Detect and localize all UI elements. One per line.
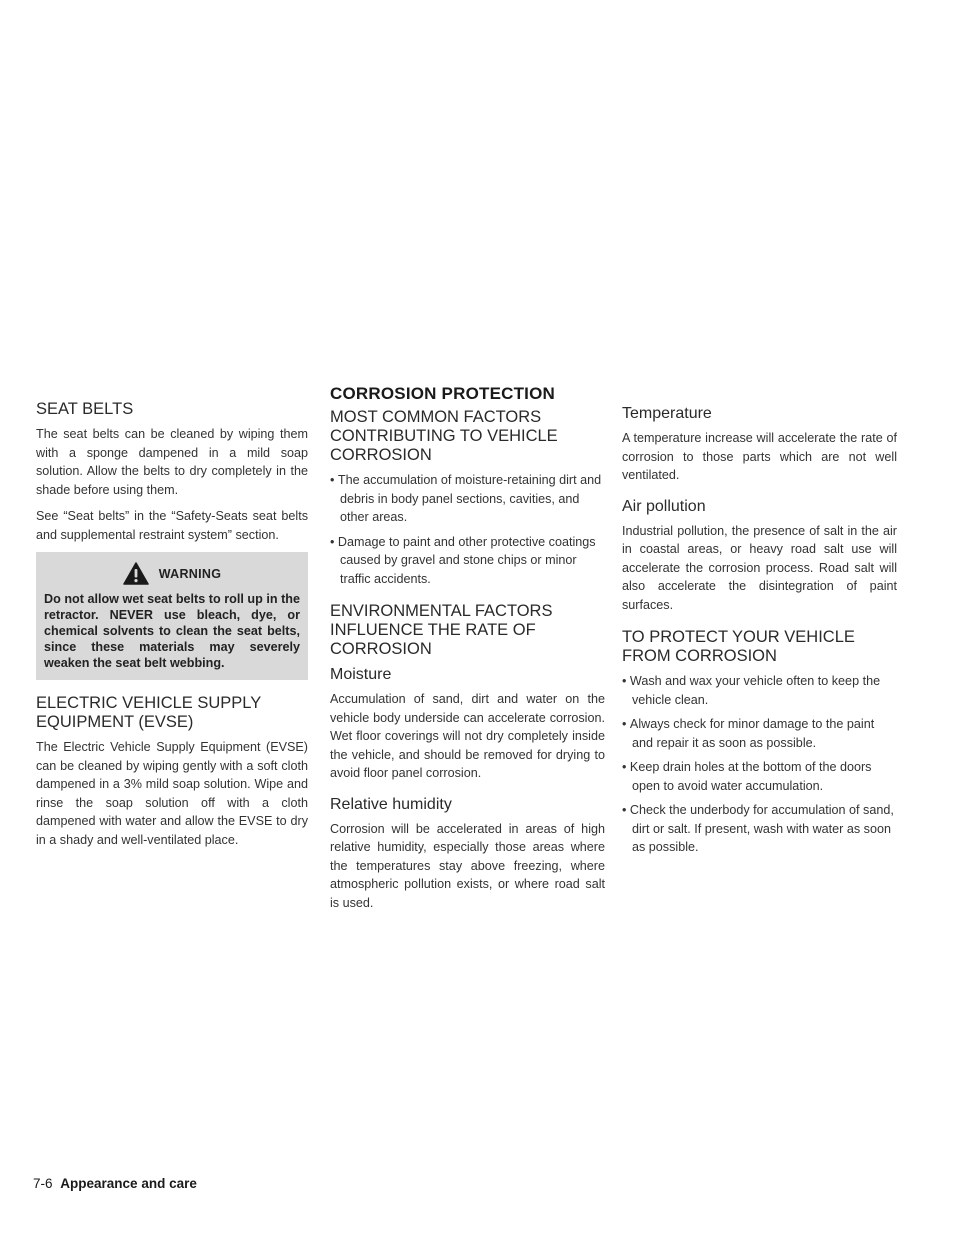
middle-column (330, 384, 605, 920)
air-pollution-paragraph: Industrial pollution, the presence of salt in the air in coastal areas, or heavy road salt use will accelerate the corrosion process. Road salt will also accelerate the disintegration of paint surfaces. (622, 523, 897, 612)
warning-triangle-icon (123, 562, 149, 585)
seat-belts-heading: SEAT BELTS (36, 400, 134, 418)
air-pollution-heading: Air pollution (622, 497, 706, 515)
list-item: • Damage to paint and other protective coatings caused by gravel and stone chips or minor traffic accidents. (330, 533, 605, 589)
page-footer (33, 1176, 197, 1191)
temperature-paragraph: A temperature increase will accelerate the rate of corrosion to those parts which are not well ventilated. (622, 431, 897, 482)
left-column (36, 400, 308, 857)
common-factors-list (330, 471, 605, 588)
section-title: CORROSION PROTECTION (330, 384, 556, 403)
common-factors-heading: MOST COMMON FACTORS CONTRIBUTING TO VEHICLE CORROSION (330, 408, 558, 464)
humidity-heading: Relative humidity (330, 795, 452, 813)
humidity-paragraph: Corrosion will be accelerated in areas of high relative humidity, especially those areas where the temperatures stay above freezing, where atmospheric pollution exists, or where road salt is used. (330, 821, 605, 910)
page-number: 7-6 (33, 1176, 53, 1191)
footer-section-name: Appearance and care (60, 1176, 197, 1191)
list-item: • Check the underbody for accumulation of sand, dirt or salt. If present, wash with water as soon as possible. (622, 801, 897, 857)
warning-label: WARNING (158, 566, 222, 581)
warning-header (44, 562, 300, 585)
evse-paragraph: The Electric Vehicle Supply Equipment (EVSE) can be cleaned by wiping gently with a soft cloth dampened in a 3% mild soap solution. Wipe and rinse the soap solution off with a cloth dampened with water and allow the EVSE to dry in a shady and well-ventilated place. (36, 740, 308, 847)
moisture-heading: Moisture (330, 666, 392, 683)
environmental-factors-heading: ENVIRONMENTAL FACTORS INFLUENCE THE RATE OF CORROSION (330, 602, 553, 658)
temperature-heading: Temperature (622, 405, 712, 422)
warning-text: Do not allow wet seat belts to roll up in the retractor. NEVER use bleach, dye, or chemical solvents to clean the seat belts, since these materials may severely weaken the seat belt webbing. (44, 592, 300, 670)
seat-belts-paragraph-2: See “Seat belts” in the “Safety-Seats seat belts and supplemental restraint system” section. (36, 509, 308, 542)
list-item: • Always check for minor damage to the paint and repair it as soon as possible. (622, 715, 897, 752)
list-item: • Wash and wax your vehicle often to keep the vehicle clean. (622, 672, 897, 709)
evse-heading: ELECTRIC VEHICLE SUPPLY EQUIPMENT (EVSE) (36, 694, 261, 731)
protect-list (622, 672, 897, 857)
list-item: • The accumulation of moisture-retaining dirt and debris in body panel sections, cavities, and other areas. (330, 471, 605, 527)
warning-box (36, 552, 308, 680)
protect-heading: TO PROTECT YOUR VEHICLE FROM CORROSION (622, 628, 855, 665)
right-column (622, 404, 897, 865)
seat-belts-paragraph-1: The seat belts can be cleaned by wiping them with a sponge dampened in a mild soap solution. Allow the belts to dry completely in the shade before using them. (36, 427, 308, 497)
list-item: • Keep drain holes at the bottom of the doors open to avoid water accumulation. (622, 758, 897, 795)
moisture-paragraph: Accumulation of sand, dirt and water on the vehicle body underside can accelerate corrosion. Wet floor coverings will not dry completely inside the vehicle, and should be removed for drying to avoid floor panel corrosion. (330, 692, 605, 780)
